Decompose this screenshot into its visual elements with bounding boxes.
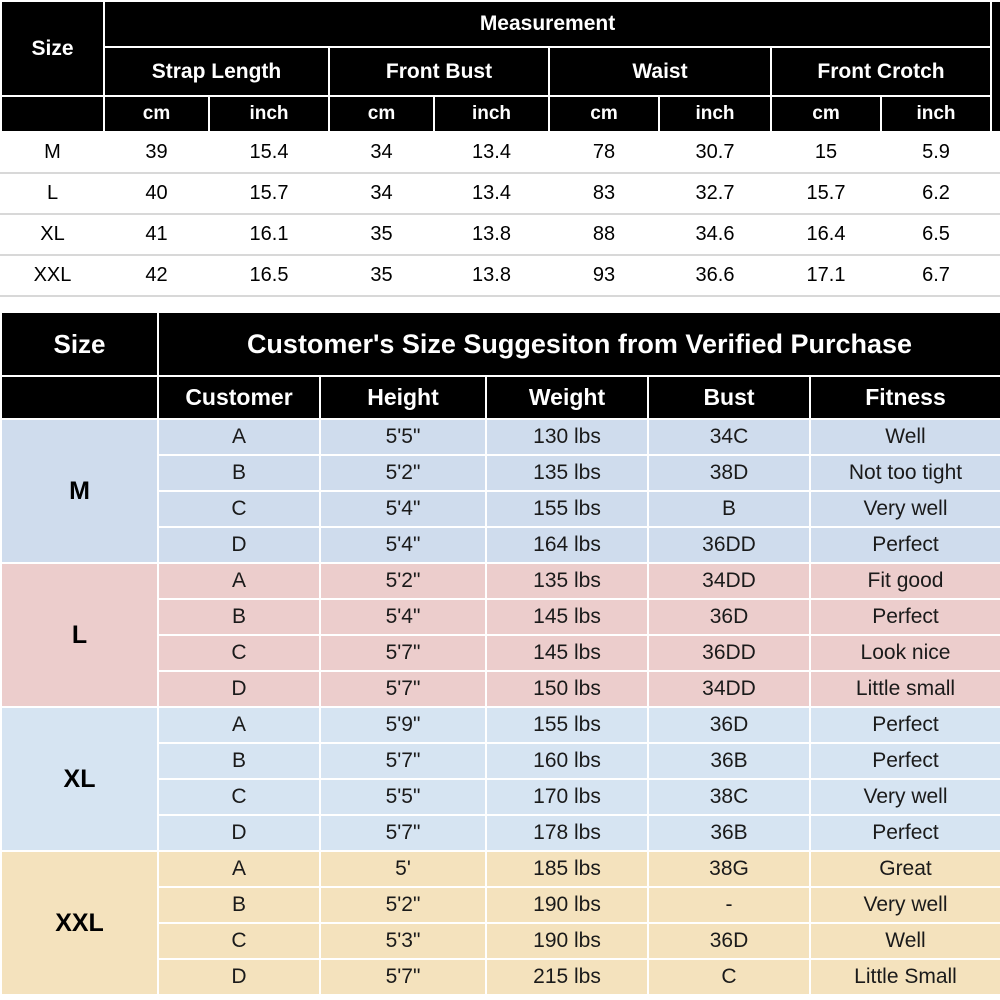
measurement-edge-spacer bbox=[991, 1, 1000, 132]
suggestion-header-row-1 bbox=[1, 312, 1000, 376]
suggestion-size-header: Size bbox=[1, 312, 158, 376]
suggestion-cell-1-0-2: 135 lbs bbox=[486, 563, 648, 599]
measurement-group-header-1: Front Bust bbox=[329, 47, 549, 96]
measurement-cell-1-5: 32.7 bbox=[659, 173, 771, 214]
suggestion-cell-3-2-3: 36D bbox=[648, 923, 810, 959]
table-row bbox=[1, 419, 1000, 455]
suggestion-cell-0-2-2: 155 lbs bbox=[486, 491, 648, 527]
suggestion-cell-3-2-2: 190 lbs bbox=[486, 923, 648, 959]
suggestion-cell-2-2-0: C bbox=[158, 779, 320, 815]
measurement-cell-3-4: 93 bbox=[549, 255, 659, 296]
suggestion-cell-1-0-1: 5'2" bbox=[320, 563, 486, 599]
suggestion-cell-2-3-0: D bbox=[158, 815, 320, 851]
suggestion-cell-0-0-2: 130 lbs bbox=[486, 419, 648, 455]
suggestion-cell-0-1-3: 38D bbox=[648, 455, 810, 491]
suggestion-cell-1-2-1: 5'7" bbox=[320, 635, 486, 671]
measurement-row-size: XL bbox=[1, 214, 104, 255]
measurement-edge-cell bbox=[991, 173, 1000, 214]
suggestion-cell-2-3-3: 36B bbox=[648, 815, 810, 851]
measurement-unit-header-3: inch bbox=[434, 96, 549, 132]
measurement-unit-header-4: cm bbox=[549, 96, 659, 132]
suggestion-cell-2-1-1: 5'7" bbox=[320, 743, 486, 779]
measurement-row-size: L bbox=[1, 173, 104, 214]
measurement-cell-3-0: 42 bbox=[104, 255, 209, 296]
suggestion-cell-1-1-2: 145 lbs bbox=[486, 599, 648, 635]
measurement-group-header-0: Strap Length bbox=[104, 47, 329, 96]
measurement-unit-header-6: cm bbox=[771, 96, 881, 132]
measurement-cell-2-2: 35 bbox=[329, 214, 434, 255]
measurement-cell-3-2: 35 bbox=[329, 255, 434, 296]
suggestion-cell-2-2-2: 170 lbs bbox=[486, 779, 648, 815]
suggestion-cell-2-3-1: 5'7" bbox=[320, 815, 486, 851]
suggestion-cell-1-3-2: 150 lbs bbox=[486, 671, 648, 707]
suggestion-column-header-2: Weight bbox=[486, 376, 648, 419]
suggestion-cell-2-2-1: 5'5" bbox=[320, 779, 486, 815]
suggestion-cell-3-1-0: B bbox=[158, 887, 320, 923]
suggestion-cell-0-1-2: 135 lbs bbox=[486, 455, 648, 491]
suggestion-cell-1-1-3: 36D bbox=[648, 599, 810, 635]
suggestion-cell-0-3-0: D bbox=[158, 527, 320, 563]
suggestion-cell-1-0-3: 34DD bbox=[648, 563, 810, 599]
suggestion-cell-2-0-1: 5'9" bbox=[320, 707, 486, 743]
suggestion-cell-3-1-3: - bbox=[648, 887, 810, 923]
suggestion-cell-0-1-1: 5'2" bbox=[320, 455, 486, 491]
measurement-cell-0-7: 5.9 bbox=[881, 132, 991, 173]
table-row bbox=[1, 707, 1000, 743]
measurement-unit-header-2: cm bbox=[329, 96, 434, 132]
suggestion-cell-3-1-2: 190 lbs bbox=[486, 887, 648, 923]
suggestion-cell-1-1-0: B bbox=[158, 599, 320, 635]
suggestion-cell-1-2-0: C bbox=[158, 635, 320, 671]
measurement-size-header: Size bbox=[1, 1, 104, 96]
suggestion-cell-3-3-4: Little Small bbox=[810, 959, 1000, 995]
measurement-cell-2-6: 16.4 bbox=[771, 214, 881, 255]
suggestion-cell-2-1-3: 36B bbox=[648, 743, 810, 779]
suggestion-header-row-2 bbox=[1, 376, 1000, 419]
measurement-cell-2-1: 16.1 bbox=[209, 214, 329, 255]
measurement-cell-3-1: 16.5 bbox=[209, 255, 329, 296]
suggestion-cell-2-2-4: Very well bbox=[810, 779, 1000, 815]
suggestion-cell-3-2-0: C bbox=[158, 923, 320, 959]
measurement-table bbox=[0, 0, 1000, 297]
measurement-cell-2-5: 34.6 bbox=[659, 214, 771, 255]
size-suggestion-table bbox=[0, 311, 1000, 996]
suggestion-cell-0-1-0: B bbox=[158, 455, 320, 491]
measurement-cell-0-5: 30.7 bbox=[659, 132, 771, 173]
suggestion-cell-3-3-3: C bbox=[648, 959, 810, 995]
suggestion-cell-0-2-4: Very well bbox=[810, 491, 1000, 527]
suggestion-cell-2-2-3: 38C bbox=[648, 779, 810, 815]
suggestion-cell-3-3-2: 215 lbs bbox=[486, 959, 648, 995]
measurement-unit-header-0: cm bbox=[104, 96, 209, 132]
suggestion-cell-2-1-2: 160 lbs bbox=[486, 743, 648, 779]
measurement-edge-cell bbox=[991, 255, 1000, 296]
suggestion-cell-0-1-4: Not too tight bbox=[810, 455, 1000, 491]
suggestion-cell-3-0-0: A bbox=[158, 851, 320, 887]
measurement-group-header-2: Waist bbox=[549, 47, 771, 96]
suggestion-cell-3-0-1: 5' bbox=[320, 851, 486, 887]
measurement-edge-cell bbox=[991, 132, 1000, 173]
suggestion-cell-3-2-4: Well bbox=[810, 923, 1000, 959]
suggestion-cell-1-3-3: 34DD bbox=[648, 671, 810, 707]
suggestion-cell-3-1-4: Very well bbox=[810, 887, 1000, 923]
suggestion-cell-0-3-2: 164 lbs bbox=[486, 527, 648, 563]
suggestion-cell-0-3-3: 36DD bbox=[648, 527, 810, 563]
suggestion-column-header-3: Bust bbox=[648, 376, 810, 419]
measurement-group-header-3: Front Crotch bbox=[771, 47, 991, 96]
measurement-cell-2-0: 41 bbox=[104, 214, 209, 255]
table-row bbox=[1, 173, 1000, 214]
suggestion-group-size-0: M bbox=[1, 419, 158, 563]
suggestion-cell-1-1-4: Perfect bbox=[810, 599, 1000, 635]
suggestion-cell-1-1-1: 5'4" bbox=[320, 599, 486, 635]
measurement-row-size: M bbox=[1, 132, 104, 173]
measurement-cell-1-2: 34 bbox=[329, 173, 434, 214]
suggestion-column-header-1: Height bbox=[320, 376, 486, 419]
table-row bbox=[1, 563, 1000, 599]
suggestion-cell-3-0-2: 185 lbs bbox=[486, 851, 648, 887]
measurement-cell-3-3: 13.8 bbox=[434, 255, 549, 296]
measurement-cell-3-6: 17.1 bbox=[771, 255, 881, 296]
measurement-cell-1-6: 15.7 bbox=[771, 173, 881, 214]
suggestion-cell-2-0-3: 36D bbox=[648, 707, 810, 743]
measurement-unit-blank bbox=[1, 96, 104, 132]
suggestion-cell-1-3-0: D bbox=[158, 671, 320, 707]
measurement-cell-0-1: 15.4 bbox=[209, 132, 329, 173]
suggestion-cell-2-3-4: Perfect bbox=[810, 815, 1000, 851]
suggestion-cell-2-1-4: Perfect bbox=[810, 743, 1000, 779]
table-gap bbox=[0, 297, 1000, 311]
measurement-cell-1-3: 13.4 bbox=[434, 173, 549, 214]
suggestion-cell-1-2-4: Look nice bbox=[810, 635, 1000, 671]
suggestion-cell-1-0-0: A bbox=[158, 563, 320, 599]
table-row bbox=[1, 851, 1000, 887]
suggestion-cell-3-3-0: D bbox=[158, 959, 320, 995]
measurement-cell-2-3: 13.8 bbox=[434, 214, 549, 255]
suggestion-cell-0-0-4: Well bbox=[810, 419, 1000, 455]
suggestion-cell-0-3-1: 5'4" bbox=[320, 527, 486, 563]
suggestion-title: Customer's Size Suggesiton from Verified Purchase bbox=[158, 312, 1000, 376]
measurement-unit-header-7: inch bbox=[881, 96, 991, 132]
table-row bbox=[1, 132, 1000, 173]
suggestion-cell-0-0-0: A bbox=[158, 419, 320, 455]
suggestion-group-size-3: XXL bbox=[1, 851, 158, 995]
measurement-cell-1-1: 15.7 bbox=[209, 173, 329, 214]
suggestion-cell-0-2-1: 5'4" bbox=[320, 491, 486, 527]
suggestion-cell-0-0-3: 34C bbox=[648, 419, 810, 455]
suggestion-column-header-0: Customer bbox=[158, 376, 320, 419]
suggestion-cell-3-1-1: 5'2" bbox=[320, 887, 486, 923]
suggestion-cell-2-0-2: 155 lbs bbox=[486, 707, 648, 743]
suggestion-cell-3-3-1: 5'7" bbox=[320, 959, 486, 995]
measurement-cell-0-6: 15 bbox=[771, 132, 881, 173]
measurement-cell-1-4: 83 bbox=[549, 173, 659, 214]
suggestion-cell-2-0-0: A bbox=[158, 707, 320, 743]
suggestion-cell-3-0-4: Great bbox=[810, 851, 1000, 887]
suggestion-cell-2-3-2: 178 lbs bbox=[486, 815, 648, 851]
suggestion-cell-1-3-4: Little small bbox=[810, 671, 1000, 707]
suggestion-cell-1-0-4: Fit good bbox=[810, 563, 1000, 599]
measurement-title: Measurement bbox=[104, 1, 991, 47]
suggestion-cell-3-2-1: 5'3" bbox=[320, 923, 486, 959]
suggestion-cell-1-2-3: 36DD bbox=[648, 635, 810, 671]
measurement-cell-0-0: 39 bbox=[104, 132, 209, 173]
suggestion-cell-1-2-2: 145 lbs bbox=[486, 635, 648, 671]
measurement-cell-1-7: 6.2 bbox=[881, 173, 991, 214]
measurement-cell-1-0: 40 bbox=[104, 173, 209, 214]
suggestion-header-blank bbox=[1, 376, 158, 419]
measurement-cell-0-3: 13.4 bbox=[434, 132, 549, 173]
table-row bbox=[1, 214, 1000, 255]
suggestion-cell-0-3-4: Perfect bbox=[810, 527, 1000, 563]
measurement-edge-cell bbox=[991, 214, 1000, 255]
suggestion-cell-0-2-3: B bbox=[648, 491, 810, 527]
suggestion-cell-0-0-1: 5'5" bbox=[320, 419, 486, 455]
measurement-row-size: XXL bbox=[1, 255, 104, 296]
suggestion-cell-2-1-0: B bbox=[158, 743, 320, 779]
suggestion-cell-2-0-4: Perfect bbox=[810, 707, 1000, 743]
measurement-unit-header-5: inch bbox=[659, 96, 771, 132]
suggestion-group-size-1: L bbox=[1, 563, 158, 707]
measurement-header-row-3 bbox=[1, 96, 1000, 132]
measurement-header-row-2 bbox=[1, 47, 1000, 96]
suggestion-column-header-4: Fitness bbox=[810, 376, 1000, 419]
measurement-header-row-1 bbox=[1, 1, 1000, 47]
measurement-cell-0-4: 78 bbox=[549, 132, 659, 173]
measurement-cell-3-7: 6.7 bbox=[881, 255, 991, 296]
suggestion-cell-1-3-1: 5'7" bbox=[320, 671, 486, 707]
suggestion-group-size-2: XL bbox=[1, 707, 158, 851]
suggestion-cell-3-0-3: 38G bbox=[648, 851, 810, 887]
measurement-cell-2-4: 88 bbox=[549, 214, 659, 255]
table-row bbox=[1, 255, 1000, 296]
measurement-cell-2-7: 6.5 bbox=[881, 214, 991, 255]
measurement-unit-header-1: inch bbox=[209, 96, 329, 132]
suggestion-cell-0-2-0: C bbox=[158, 491, 320, 527]
measurement-cell-0-2: 34 bbox=[329, 132, 434, 173]
measurement-cell-3-5: 36.6 bbox=[659, 255, 771, 296]
